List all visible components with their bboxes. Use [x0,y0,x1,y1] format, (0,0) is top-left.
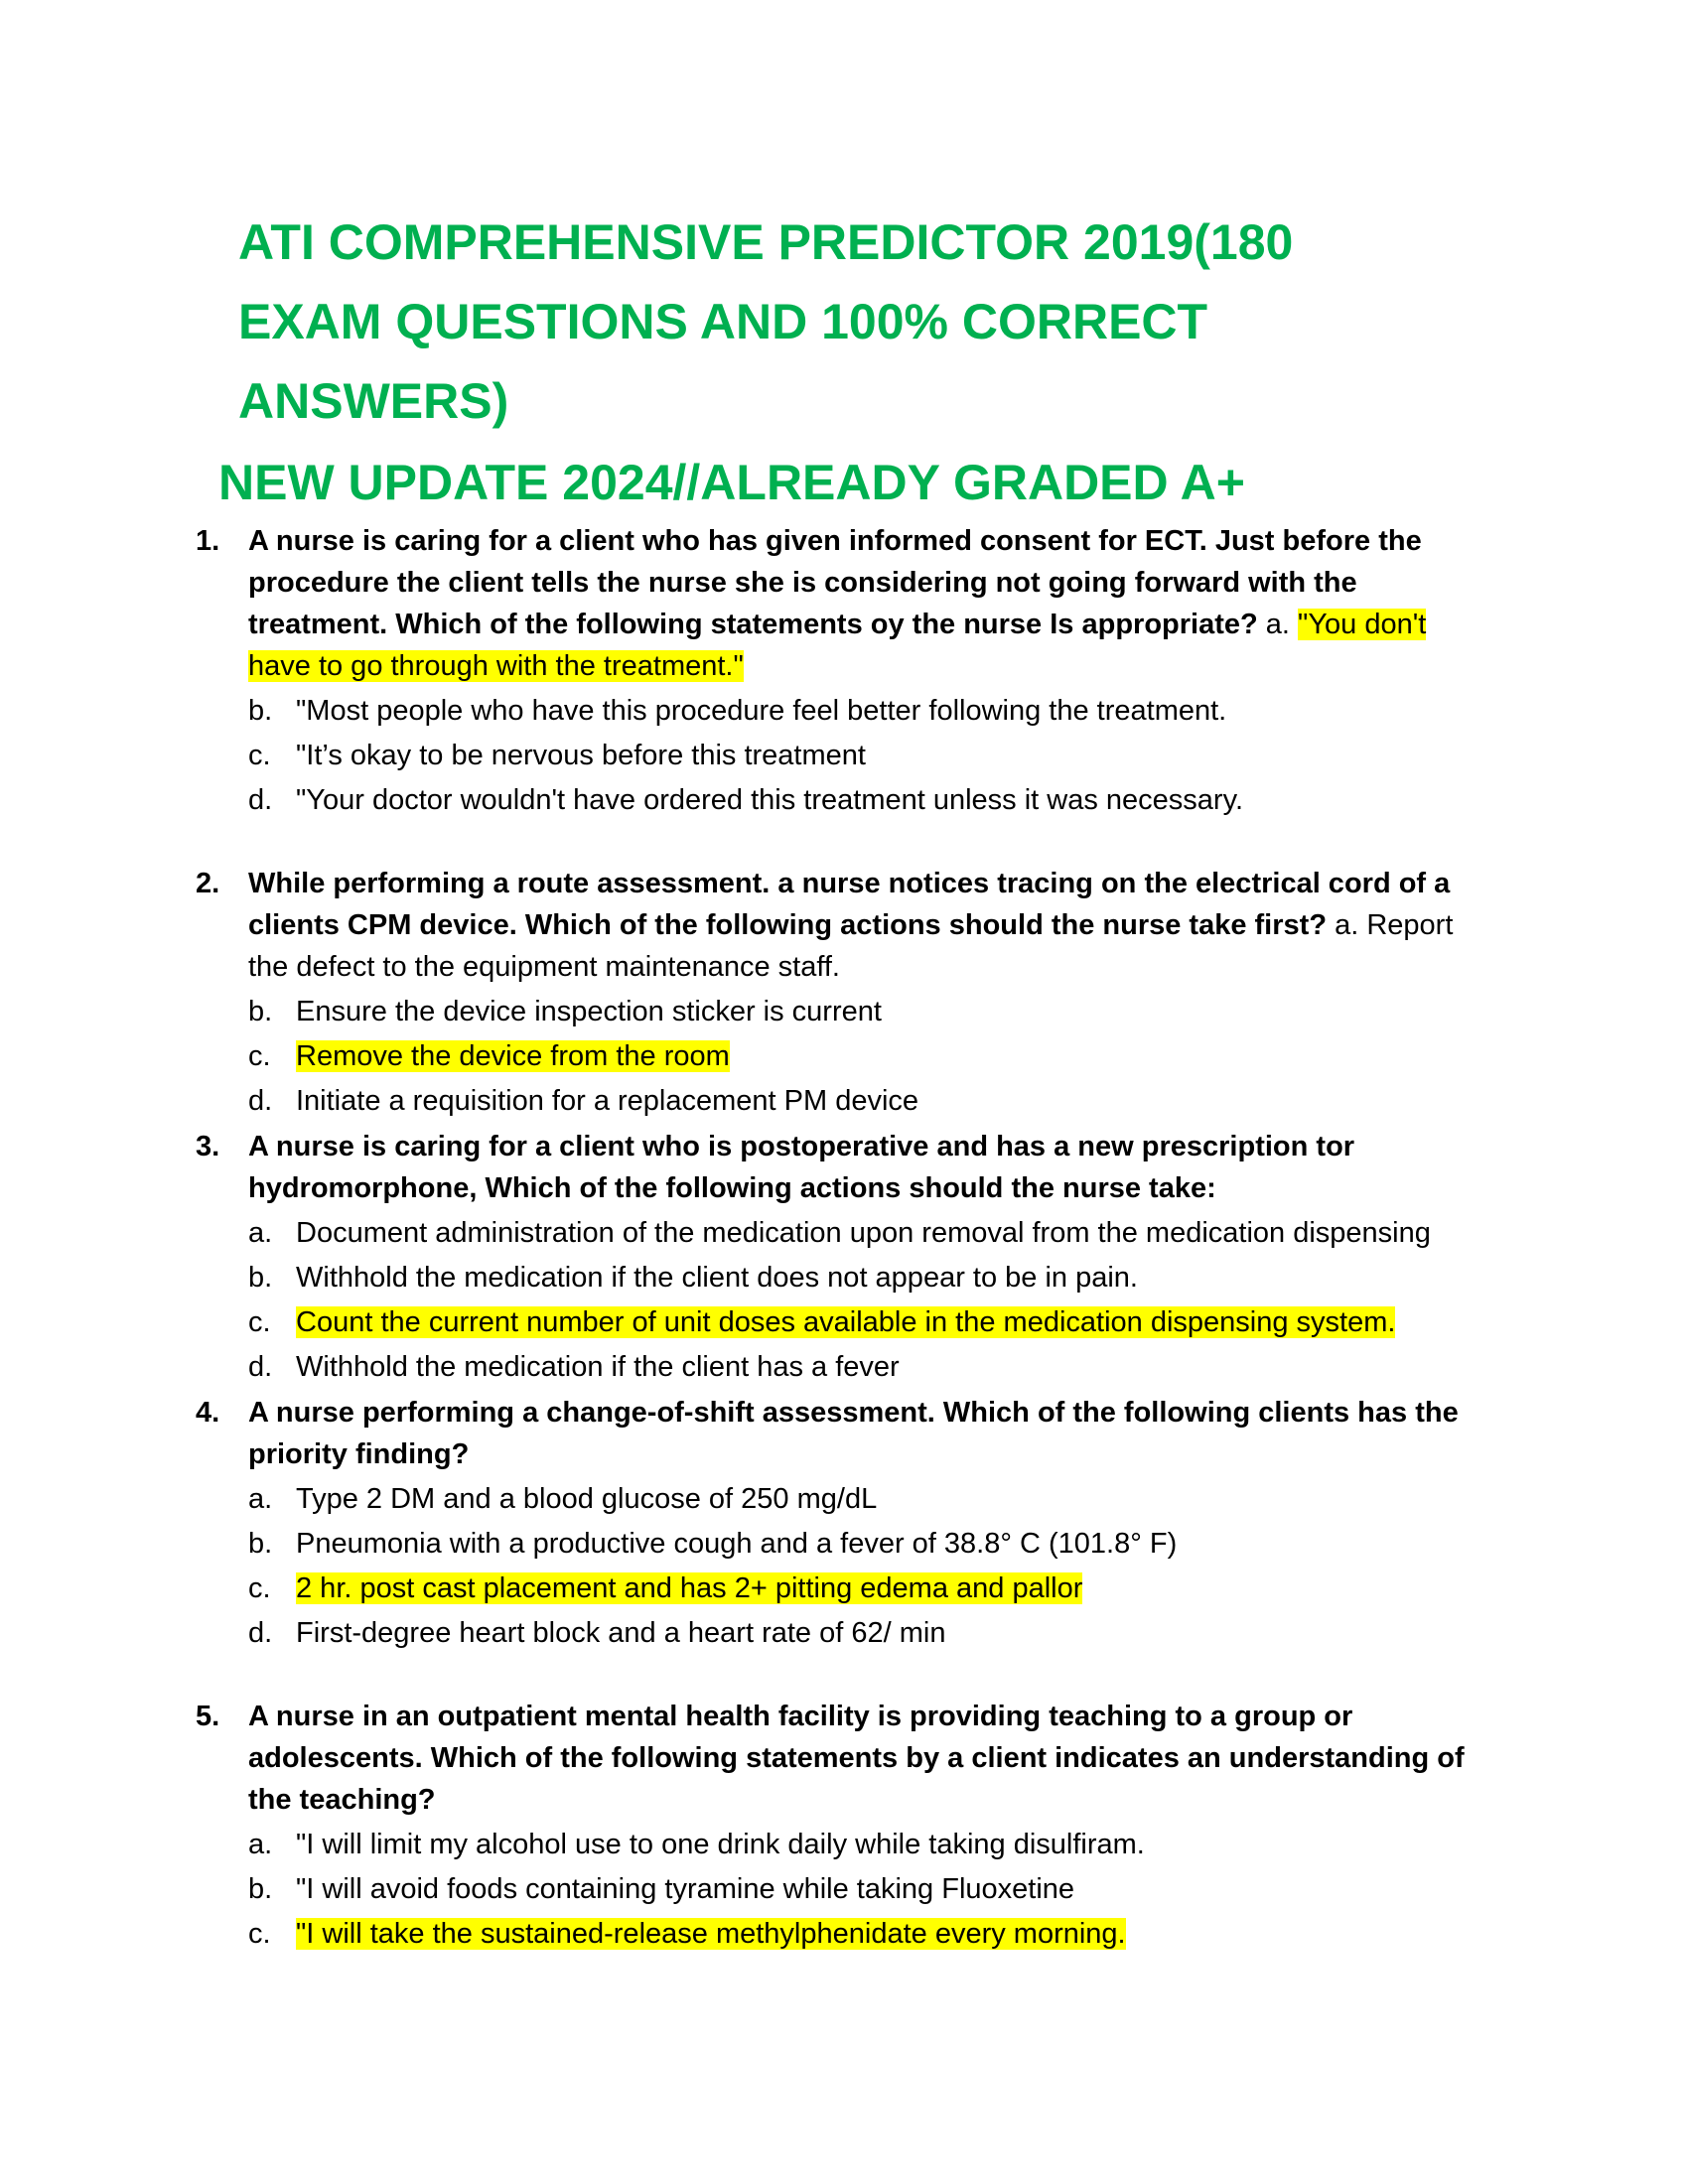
document-title-line-2: EXAM QUESTIONS AND 100% CORRECT [238,294,1208,349]
answer-option: d. First-degree heart block and a heart rate of 62/ min [248,1617,946,1649]
question-stem: A nurse performing a change-of-shift assessment. Which of the following clients has the priority finding? [248,1397,1459,1470]
question-stem: While performing a route assessment. a nurse notices tracing on the electrical cord of a clients CPM device. Which of the following actions should the nurse take first? a. Report the defect to the equipment maintenance staff. [248,868,1454,983]
answer-options [248,992,1486,1122]
answer-option-correct: c. Remove the device from the room [248,1040,730,1072]
answer-option: a. Type 2 DM and a blood glucose of 250 mg/dL [248,1483,878,1515]
answer-options [248,691,1486,821]
answer-option: a. "I will limit my alcohol use to one drink daily while taking disulfiram. [248,1829,1145,1860]
answer-option: b. "I will avoid foods containing tyramine while taking Fluoxetine [248,1873,1075,1905]
question-number: 2. [196,868,220,899]
question-stem: A nurse in an outpatient mental health facility is providing teaching to a group or adolescents. Which of the following statements by a client indicates an understanding of the teaching? [248,1701,1465,1816]
question-stem: A nurse is caring for a client who has given informed consent for ECT. Just before the procedure the client tells the nurse she is considering not going forward with the treatment. Which of the following statements oy the nurse Is appropriate? a. "You don't have to go through with the treatment." [248,525,1427,682]
answer-option: c. "It’s okay to be nervous before this treatment [248,740,866,771]
answer-option-correct: c. 2 hr. post cast placement and has 2+ pitting edema and pallor [248,1572,1083,1604]
answer-option-correct: c. Count the current number of unit doses available in the medication dispensing system. [248,1306,1396,1338]
answer-option-a-correct: "You don't have to go through with the treatment." [248,609,1427,682]
answer-options [248,1825,1486,1955]
document-title-line-3: ANSWERS) [238,373,509,429]
answer-option: b. "Most people who have this procedure feel better following the treatment. [248,695,1227,727]
answer-option-a-letter: a. [1335,909,1359,941]
question-5 [196,1696,1486,1955]
answer-option-a: Report the defect to the equipment maintenance staff. [248,909,1454,983]
answer-option: b. Withhold the medication if the client does not appear to be in pain. [248,1262,1138,1294]
question-3 [196,1126,1486,1388]
answer-option-correct: c. "I will take the sustained-release methylphenidate every morning. [248,1918,1126,1950]
question-2 [196,863,1486,1122]
question-1 [196,520,1486,821]
question-number: 1. [196,525,220,557]
answer-option: d. "Your doctor wouldn't have ordered this treatment unless it was necessary. [248,784,1243,816]
answer-option: b. Ensure the device inspection sticker is current [248,996,882,1027]
question-number: 4. [196,1397,220,1429]
document-subtitle: NEW UPDATE 2024//ALREADY GRADED A+ [218,455,1245,510]
question-list [196,520,1486,1959]
answer-option: a. Document administration of the medication upon removal from the medication dispensing [248,1217,1431,1249]
answer-options [248,1213,1486,1388]
answer-option: d. Initiate a requisition for a replacement PM device [248,1085,919,1117]
question-number: 3. [196,1131,220,1162]
question-number: 5. [196,1701,220,1732]
question-4 [196,1392,1486,1654]
answer-option: b. Pneumonia with a productive cough and a fever of 38.8° C (101.8° F) [248,1528,1178,1560]
answer-option-a-letter: a. [1265,609,1290,640]
answer-option: d. Withhold the medication if the client has a fever [248,1351,900,1383]
answer-options [248,1479,1486,1654]
document-title-line-1: ATI COMPREHENSIVE PREDICTOR 2019(180 [238,214,1294,270]
question-stem: A nurse is caring for a client who is postoperative and has a new prescription tor hydromorphone, Which of the following actions should the nurse take: [248,1131,1355,1204]
